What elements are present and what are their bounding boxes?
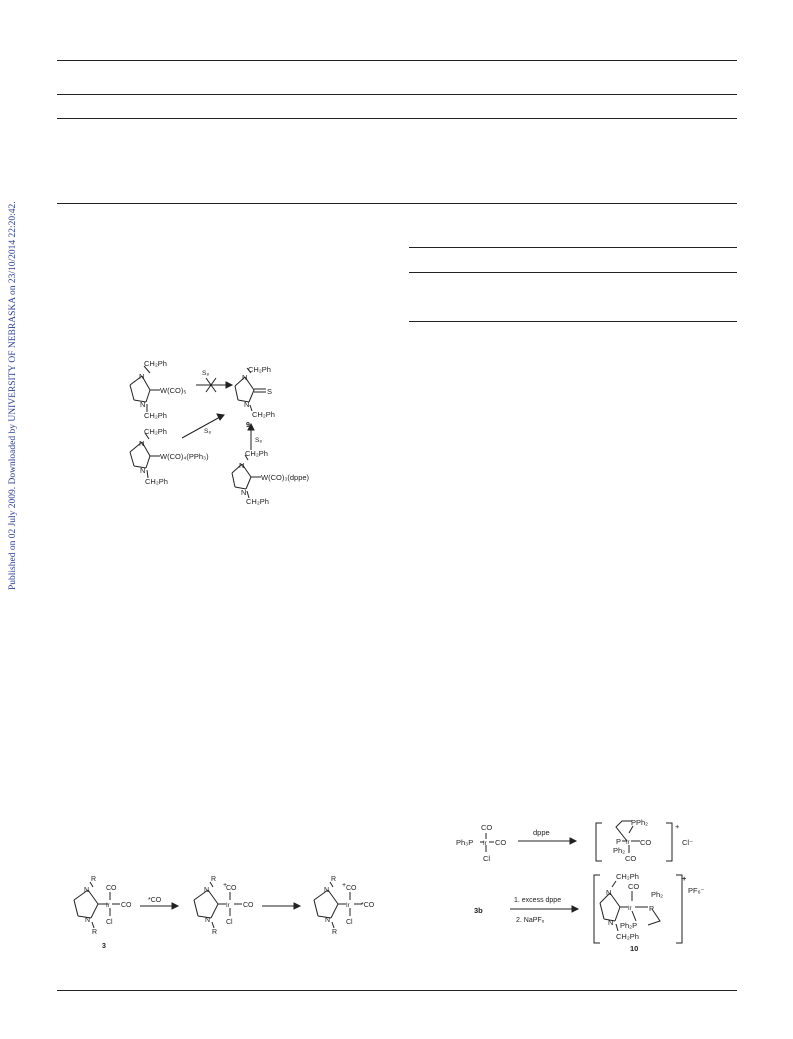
- ch2ph-label: CH₂Ph: [616, 872, 639, 881]
- co-star-label: *CO: [148, 897, 162, 904]
- page-footer-rule: [57, 990, 737, 991]
- ir-label: Ir: [346, 903, 350, 909]
- co-label: CO: [625, 854, 637, 863]
- compound-9-label: 9: [246, 422, 250, 429]
- co-label: CO: [628, 882, 640, 891]
- r-label: R: [212, 929, 218, 936]
- ch2ph-label: CH₂Ph: [145, 477, 168, 486]
- ch2ph-label: CH₂Ph: [252, 410, 275, 419]
- ch2ph-label: CH₂Ph: [144, 427, 167, 436]
- n-label: N: [242, 373, 248, 382]
- ir-label: Ir: [626, 840, 630, 846]
- co-label: CO: [226, 885, 237, 892]
- ir-label: Ir: [106, 903, 110, 909]
- n-label: N: [239, 461, 245, 470]
- n-label: N: [205, 917, 211, 924]
- ph2p-label: Ph₂P: [620, 921, 638, 930]
- n-label: N: [204, 887, 210, 894]
- table-header-rule: [57, 94, 737, 95]
- table-top-rule: [57, 60, 737, 61]
- n-label: N: [85, 917, 91, 924]
- plus-label: +: [342, 882, 347, 889]
- plus-label: +: [682, 874, 687, 883]
- r-label: R: [331, 876, 337, 883]
- co-label: CO: [495, 838, 507, 847]
- reagent-label: S₈: [255, 437, 263, 444]
- co-label: CO: [106, 885, 117, 892]
- n-label: N: [84, 887, 90, 894]
- reagent-label: S₈: [204, 428, 212, 435]
- cl-label: Cl: [346, 919, 353, 926]
- ph2-label: Ph₂: [613, 846, 626, 855]
- ph2-label: Ph₂: [651, 890, 664, 899]
- right-table-bottom-rule: [409, 321, 737, 322]
- ph3p-label: Ph₃P: [456, 838, 474, 847]
- n-label: N: [606, 888, 612, 897]
- ch2ph-label: CH₂Ph: [246, 497, 269, 506]
- co-label: CO: [243, 902, 254, 909]
- ir-label: Ir: [226, 903, 230, 909]
- compound-3-label: 3: [102, 943, 106, 950]
- compound-10-label: 10: [630, 944, 639, 953]
- compound-3b-label: 3b: [474, 906, 483, 915]
- r-label: R: [92, 929, 98, 936]
- p-label: P: [616, 837, 622, 846]
- ch2ph-label: CH₂Ph: [144, 411, 167, 420]
- co-label: CO: [346, 885, 357, 892]
- n-label: N: [241, 488, 247, 497]
- plus-label: +: [223, 882, 228, 889]
- plus-label: +: [675, 822, 680, 831]
- ir-label: Ir: [628, 906, 632, 912]
- cl-label: Cl: [483, 854, 491, 863]
- w-co3dppe-label: W(CO)₃(dppe): [261, 473, 310, 482]
- pph2-label: PPh₂: [631, 818, 649, 827]
- cl-label: Cl: [226, 919, 233, 926]
- scheme-ir-dppe: [450, 815, 720, 955]
- step1-label: 1. excess dppe: [514, 897, 562, 904]
- step2-label: 2. NaPF₆: [516, 917, 545, 924]
- right-table-header-rule: [409, 272, 737, 273]
- table-body-rule: [57, 118, 737, 119]
- reagent-dppe-label: dppe: [533, 828, 550, 837]
- n-label: N: [139, 439, 145, 448]
- n-label: N: [139, 372, 145, 381]
- ch2ph-label: CH₂Ph: [245, 449, 268, 458]
- n-label: N: [140, 400, 146, 409]
- co-star-label: *CO: [361, 902, 375, 909]
- n-label: N: [325, 917, 331, 924]
- co-label: CO: [640, 838, 652, 847]
- r-label: R: [211, 876, 217, 883]
- ir-label: Ir: [483, 841, 487, 847]
- table-bottom-rule: [57, 203, 737, 204]
- ch2ph-label: CH₂Ph: [248, 365, 271, 374]
- co-label: CO: [481, 823, 493, 832]
- ch2ph-label: CH₂Ph: [616, 932, 639, 941]
- p-label: P: [649, 904, 655, 913]
- download-watermark-text: Published on 02 July 2009. Downloaded by UNIVERSITY OF NEBRASKA on 23/10/2014 22:20:42.: [8, 201, 18, 590]
- ch2ph-label: CH₂Ph: [144, 359, 167, 368]
- w-co4pph3-label: W(CO)₄(PPh₃): [160, 452, 209, 461]
- w-co5-label: W(CO)₅: [160, 386, 187, 395]
- r-label: R: [91, 876, 97, 883]
- n-label: N: [244, 400, 250, 409]
- n-label: N: [140, 466, 146, 475]
- r-label: R: [332, 929, 338, 936]
- chloride-label: Cl⁻: [682, 838, 694, 847]
- pf6-label: PF₆⁻: [688, 886, 705, 895]
- scheme-w-carbene: [120, 360, 320, 510]
- right-table-top-rule: [409, 247, 737, 248]
- reagent-label: S₈: [202, 370, 210, 377]
- co-label: CO: [121, 902, 132, 909]
- cl-label: Cl: [106, 919, 113, 926]
- n-label: N: [324, 887, 330, 894]
- thione-s-label: S: [267, 387, 273, 396]
- download-watermark: [4, 150, 22, 590]
- n-label: N: [608, 918, 614, 927]
- scheme-ir-exchange: [60, 872, 380, 952]
